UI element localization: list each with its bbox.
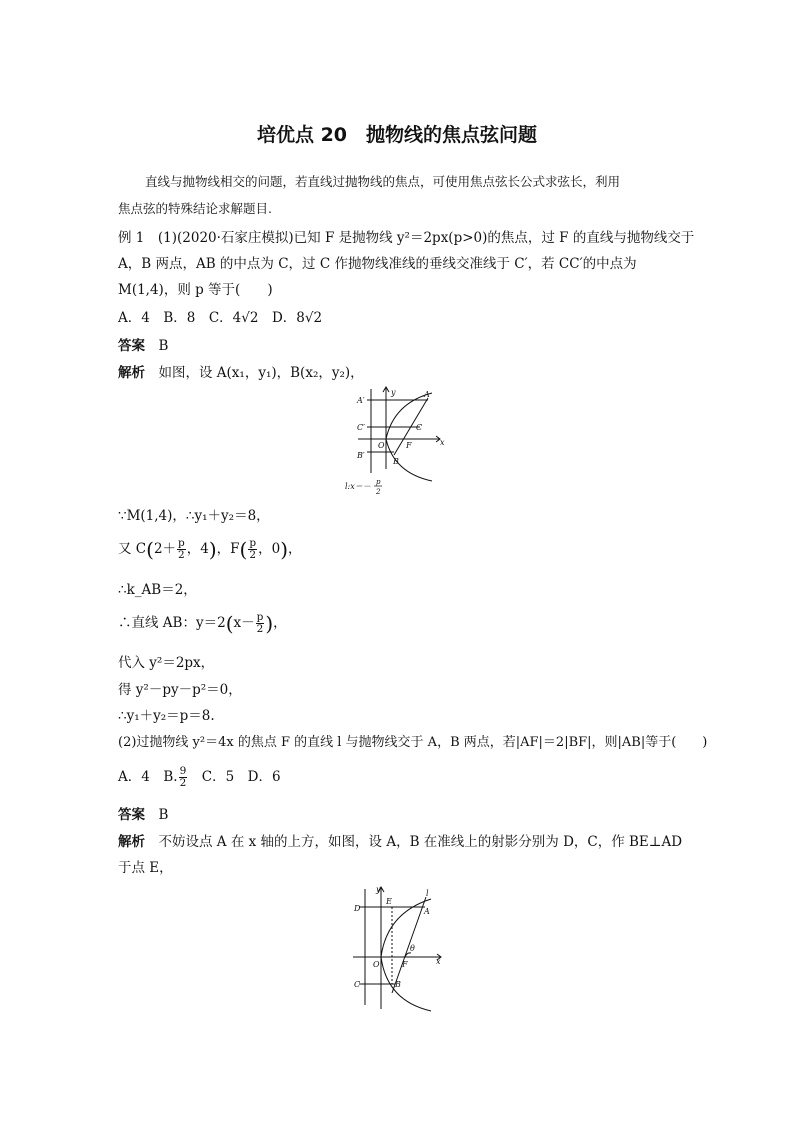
intro-line-2: 焦点弦的特殊结论求解题目. bbox=[118, 201, 272, 216]
sol2-text-b: 2＋ bbox=[153, 541, 177, 557]
ex2-analysis-line-2: 于点 E， bbox=[118, 860, 173, 876]
sol2-text-c: ，4 bbox=[186, 541, 209, 557]
label-a: A bbox=[424, 390, 430, 399]
answer-label-2: 答案 bbox=[118, 807, 145, 823]
sol4-text-a: ∴直线 AB：y＝2 bbox=[118, 615, 226, 631]
label-a: A bbox=[424, 907, 430, 916]
answer-value: B bbox=[158, 338, 169, 354]
sol4-text-c: ， bbox=[273, 615, 287, 631]
answer-value-2: B bbox=[158, 807, 169, 823]
label-x: x bbox=[436, 957, 441, 966]
label-f: F bbox=[402, 960, 408, 969]
sol4-text-b: x－ bbox=[233, 615, 255, 631]
label-b-prime: B′ bbox=[357, 451, 365, 460]
sol2-text-a: 又 C bbox=[118, 541, 147, 557]
ex2-options-b: C．5 D．6 bbox=[188, 769, 281, 785]
ex2-options bbox=[118, 766, 281, 789]
fraction-9-over-2: $\frac{9}{2}$ bbox=[179, 765, 187, 789]
ex1-analysis bbox=[118, 363, 364, 383]
ex2-options-a: A．4 B. bbox=[118, 769, 178, 785]
ex2-analysis bbox=[118, 832, 682, 852]
sol2-text-d: ，F bbox=[216, 541, 240, 557]
label-c: C bbox=[416, 423, 423, 432]
directrix-label: l:x＝－ bbox=[345, 482, 371, 491]
label-theta: θ bbox=[410, 944, 415, 953]
sol2-text-f: ， bbox=[288, 541, 302, 557]
label-o: O bbox=[373, 960, 380, 969]
line-l bbox=[392, 897, 426, 993]
label-l: l bbox=[426, 889, 429, 898]
ex1-question-line-3: M(1,4)，则 p 等于( ) bbox=[118, 282, 273, 298]
label-x: x bbox=[440, 438, 445, 447]
analysis-text-2: 不妨设点 A 在 x 轴的上方，如图，设 A，B 在准线上的射影分别为 D，C，作 BE⊥AD bbox=[158, 834, 683, 850]
solution-line-7: ∴y₁＋y₂＝p＝8. bbox=[118, 708, 215, 724]
ex1-question-line-2: A，B 两点，AB 的中点为 C，过 C 作抛物线准线的垂线交准线于 C′，若 CC′的中点为 bbox=[118, 256, 637, 272]
fraction-p-over-2-line: $\frac{p}{2}$ bbox=[256, 611, 264, 635]
label-b: B bbox=[395, 980, 401, 989]
directrix-frac-den: 2 bbox=[376, 488, 381, 496]
solution-line-4: ∴直线 AB：y＝2(x－ $\frac{p}{2}$ )， bbox=[118, 611, 287, 636]
solution-line-3: ∴k_AB＝2， bbox=[118, 582, 197, 598]
label-c-prime: C′ bbox=[357, 423, 365, 432]
label-c: C bbox=[354, 980, 361, 989]
analysis-text: 如图，设 A(x₁，y₁)，B(x₂，y₂)， bbox=[158, 365, 364, 381]
intro-line-1: 直线与抛物线相交的问题，若直线过抛物线的焦点，可使用焦点弦长公式求弦长，利用 bbox=[145, 174, 621, 189]
sol2-text-e: ，0 bbox=[258, 541, 281, 557]
parabola-curve bbox=[386, 393, 432, 481]
label-o: O bbox=[378, 441, 385, 450]
label-b: B bbox=[393, 457, 399, 466]
label-f: F bbox=[406, 441, 412, 450]
analysis-label: 解析 bbox=[118, 365, 145, 381]
fraction-p-over-2-focus: $\frac{p}{2}$ bbox=[249, 537, 257, 561]
solution-line-6: 得 y²－py－p²＝0， bbox=[118, 682, 242, 698]
figure-2-diagram bbox=[345, 883, 450, 1013]
directrix-frac-num: p bbox=[376, 478, 381, 486]
answer-label: 答案 bbox=[118, 338, 145, 354]
ex1-question-line-1: 例 1 (1)(2020·石家庄模拟)已知 F 是抛物线 y²＝2px(p>0)的焦点，过 F 的直线与抛物线交于 bbox=[118, 230, 695, 246]
label-e: E bbox=[386, 897, 392, 906]
solution-line-1: ∵M(1,4)，∴y₁＋y₂＝8， bbox=[118, 508, 270, 524]
label-y: y bbox=[391, 388, 396, 397]
fraction-p-over-2: $\frac{p}{2}$ bbox=[178, 537, 185, 561]
figure-1-diagram bbox=[342, 385, 462, 497]
label-d: D bbox=[354, 904, 361, 913]
label-a-prime: A′ bbox=[357, 396, 365, 405]
analysis-label-2: 解析 bbox=[118, 834, 145, 850]
ex2-question-line-1: (2)过抛物线 y²＝4x 的焦点 F 的直线 l 与抛物线交于 A，B 两点，若|AF|＝2|BF|，则|AB|等于( ) bbox=[118, 735, 708, 750]
solution-line-2: 又 C(2＋ $\frac{p}{2}$ ，4)，F( $\frac{p}{2}$ ，0)， bbox=[118, 537, 302, 562]
ex1-answer bbox=[118, 336, 168, 356]
ex1-options: A．4 B．8 C．4√2 D．8√2 bbox=[118, 310, 323, 326]
page-title: 培优点 20 抛物线的焦点弦问题 bbox=[256, 124, 538, 146]
solution-line-5: 代入 y²＝2px， bbox=[118, 655, 215, 671]
label-y: y bbox=[376, 885, 381, 894]
ex2-answer bbox=[118, 805, 168, 825]
